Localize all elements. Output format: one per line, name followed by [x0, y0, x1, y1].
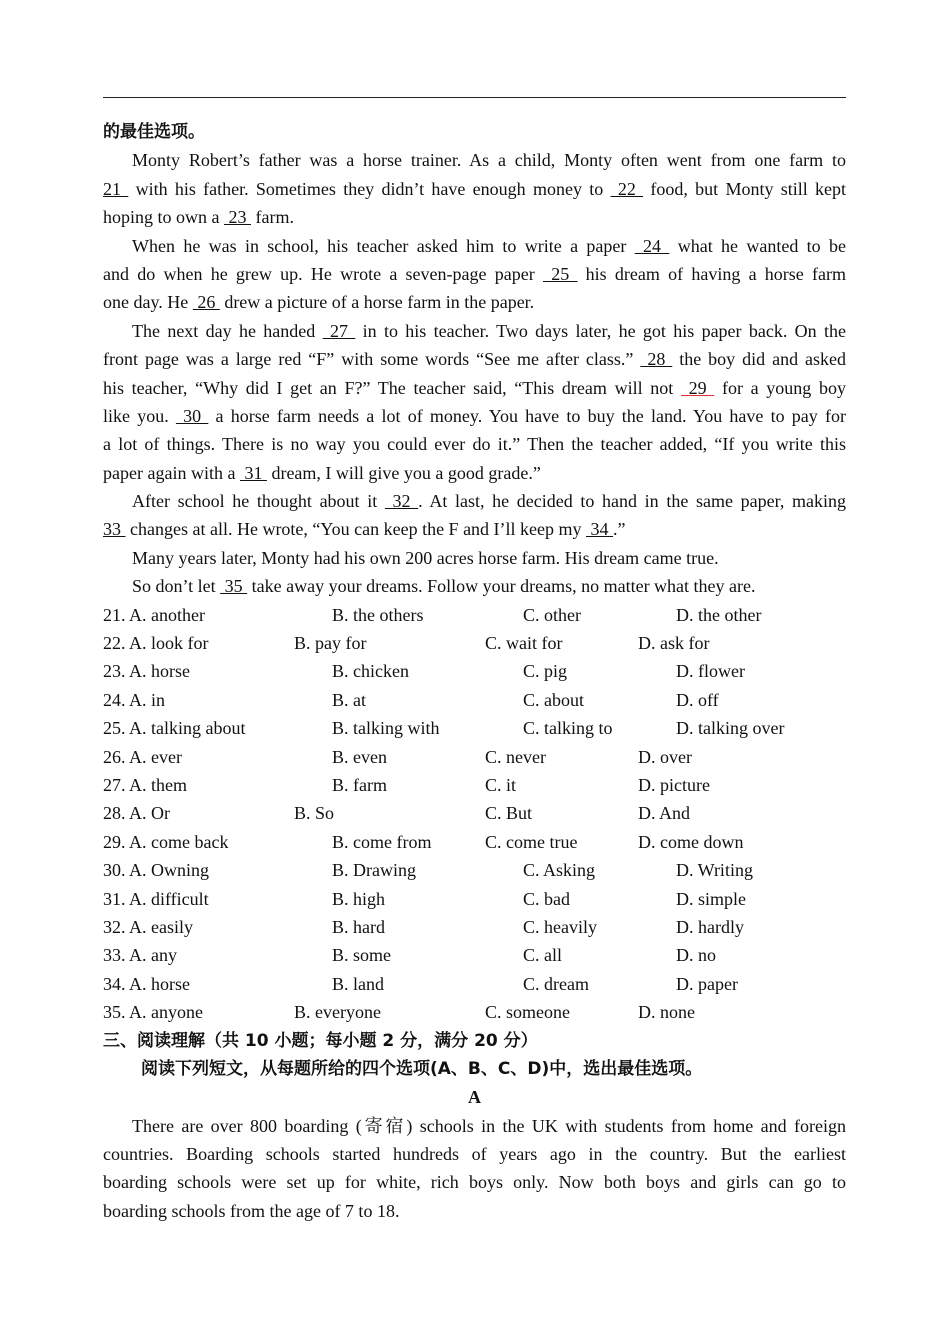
blank-29: 29: [680, 377, 715, 398]
passage-line: There are over 800 boarding (寄宿) schools in the UK with students from home and foreign: [132, 1115, 846, 1136]
option-d: D. over: [638, 746, 692, 767]
blank-33: 33: [103, 519, 126, 540]
option-d: D. picture: [638, 774, 710, 795]
blank-24: 24: [634, 235, 670, 256]
passage-label: A: [468, 1087, 481, 1108]
option-c: C. talking to: [523, 718, 613, 739]
cloze-line: 21 with his father. Sometimes they didn’t have enough money to 22 food, but Monty still kept: [103, 178, 846, 199]
option-b: B. even: [332, 746, 387, 767]
option-c: C. about: [523, 689, 584, 710]
cloze-line: his teacher, “Why did I get an F?” The teacher said, “This dream will not 29 for a young boy: [103, 377, 846, 398]
blank-22: 22: [610, 178, 644, 199]
option-row: [103, 941, 846, 969]
option-c: C. dream: [523, 973, 589, 994]
blank-27: 27: [322, 320, 356, 341]
option-b: B. talking with: [332, 718, 440, 739]
option-d: D. And: [638, 803, 691, 824]
cloze-line: 33 changes at all. He wrote, “You can keep the F and I’ll keep my 34 .”: [103, 519, 626, 540]
cloze-line: and do when he grew up. He wrote a seven-page paper 25 his dream of having a horse farm: [103, 263, 846, 284]
option-row: [103, 743, 846, 771]
option-row: [103, 913, 846, 941]
cloze-line: After school he thought about it 32 . At last, he decided to hand in the same paper, making: [132, 491, 846, 512]
option-c: C. it: [485, 774, 517, 795]
cloze-line: When he was in school, his teacher asked him to write a paper 24 what he wanted to be: [132, 235, 846, 256]
option-a: 34. A. horse: [103, 973, 190, 994]
option-a: 30. A. Owning: [103, 860, 210, 881]
exam-page: [103, 118, 846, 1225]
blank-30: 30: [175, 405, 209, 426]
passage-line: boarding schools from the age of 7 to 18.: [103, 1200, 400, 1221]
option-b: B. everyone: [294, 1002, 381, 1023]
option-a: 23. A. horse: [103, 661, 190, 682]
option-b: B. hard: [332, 916, 385, 937]
option-row: [103, 629, 846, 657]
blank-31: 31: [239, 462, 267, 483]
option-b: B. some: [332, 945, 392, 966]
option-d: D. none: [638, 1002, 695, 1023]
blank-35: 35: [220, 576, 248, 597]
option-d: D. ask for: [638, 633, 710, 654]
option-b: B. come from: [332, 831, 432, 852]
cloze-line: one day. He 26 drew a picture of a horse farm in the paper.: [103, 292, 535, 313]
option-c: C. wait for: [485, 633, 563, 654]
option-a: 32. A. easily: [103, 916, 193, 937]
option-d: D. simple: [676, 888, 746, 909]
section-heading: 三、阅读理解（共 10 小题；每小题 2 分，满分 20 分）: [103, 1030, 538, 1051]
option-row: [103, 885, 846, 913]
option-c: C. pig: [523, 661, 568, 682]
option-d: D. the other: [676, 604, 762, 625]
option-row: [103, 771, 846, 799]
blank-32: 32: [384, 491, 419, 512]
blank-21: 21: [103, 178, 129, 199]
section-instruction: 阅读下列短文，从每题所给的四个选项(A、B、C、D)中，选出最佳选项。: [141, 1058, 703, 1079]
option-b: B. So: [294, 803, 335, 824]
option-row: [103, 657, 846, 685]
cloze-line: like you. 30 a horse farm needs a lot of money. You have to buy the land. You have to pay for: [103, 405, 846, 426]
option-b: B. high: [332, 888, 386, 909]
cloze-line: hoping to own a 23 farm.: [103, 207, 294, 228]
instruction-tail: 的最佳选项。: [103, 122, 205, 142]
cloze-line: front page was a large red “F” with some words “See me after class.” 28 the boy did and asked: [103, 349, 846, 370]
option-c: C. never: [485, 746, 546, 767]
option-c: C. But: [485, 803, 533, 824]
option-a: 29. A. come back: [103, 831, 229, 852]
blank-34: 34: [586, 519, 614, 540]
option-a: 21. A. another: [103, 604, 205, 625]
option-a: 31. A. difficult: [103, 888, 209, 909]
option-b: B. chicken: [332, 661, 409, 682]
options-list: [103, 601, 846, 1027]
blank-28: 28: [640, 349, 673, 370]
option-c: C. all: [523, 945, 562, 966]
option-c: C. heavily: [523, 916, 597, 937]
option-row: [103, 970, 846, 998]
option-b: B. farm: [332, 774, 387, 795]
option-a: 27. A. them: [103, 774, 187, 795]
option-d: D. off: [676, 689, 719, 710]
option-d: D. paper: [676, 973, 738, 994]
option-a: 35. A. anyone: [103, 1002, 203, 1023]
option-c: C. other: [523, 604, 581, 625]
option-row: [103, 998, 846, 1026]
option-c: C. bad: [523, 888, 570, 909]
option-c: C. someone: [485, 1002, 570, 1023]
option-row: [103, 799, 846, 827]
option-a: 26. A. ever: [103, 746, 182, 767]
option-c: C. Asking: [523, 860, 596, 881]
option-d: D. Writing: [676, 860, 753, 881]
option-d: D. no: [676, 945, 716, 966]
option-d: D. flower: [676, 661, 745, 682]
blank-23: 23: [224, 207, 251, 228]
option-d: D. talking over: [676, 718, 785, 739]
option-d: D. come down: [638, 831, 744, 852]
option-b: B. pay for: [294, 633, 367, 654]
header-rule: [103, 97, 846, 98]
cloze-line: So don’t let 35 take away your dreams. Follow your dreams, no matter what they are.: [132, 576, 756, 597]
option-c: C. come true: [485, 831, 578, 852]
option-a: 24. A. in: [103, 689, 166, 710]
option-a: 33. A. any: [103, 945, 177, 966]
option-a: 28. A. Or: [103, 803, 170, 824]
cloze-line: a lot of things. There is no way you could ever do it.” Then the teacher added, “If you write this: [103, 434, 846, 455]
blank-26: 26: [192, 292, 220, 313]
option-row: [103, 828, 846, 856]
cloze-line: Many years later, Monty had his own 200 acres horse farm. His dream came true.: [132, 547, 719, 568]
option-b: B. the others: [332, 604, 424, 625]
cloze-line: The next day he handed 27 in to his teacher. Two days later, he got his paper back. On the: [132, 320, 846, 341]
option-a: 22. A. look for: [103, 633, 209, 654]
option-row: [103, 714, 846, 742]
option-row: [103, 686, 846, 714]
option-row: [103, 601, 846, 629]
passage-line: boarding schools were set up for white, rich boys only. Now both boys and girls can go to: [103, 1172, 846, 1193]
blank-25: 25: [542, 263, 578, 284]
option-d: D. hardly: [676, 916, 744, 937]
cloze-line: paper again with a 31 dream, I will give you a good grade.”: [103, 462, 541, 483]
option-row: [103, 856, 846, 884]
option-a: 25. A. talking about: [103, 718, 246, 739]
option-b: B. Drawing: [332, 860, 416, 881]
option-b: B. at: [332, 689, 366, 710]
passage-line: countries. Boarding schools started hundreds of years ago in the country. But the earliest: [103, 1144, 846, 1165]
cloze-line: Monty Robert’s father was a horse trainer. As a child, Monty often went from one farm to: [132, 150, 846, 171]
option-b: B. land: [332, 973, 384, 994]
